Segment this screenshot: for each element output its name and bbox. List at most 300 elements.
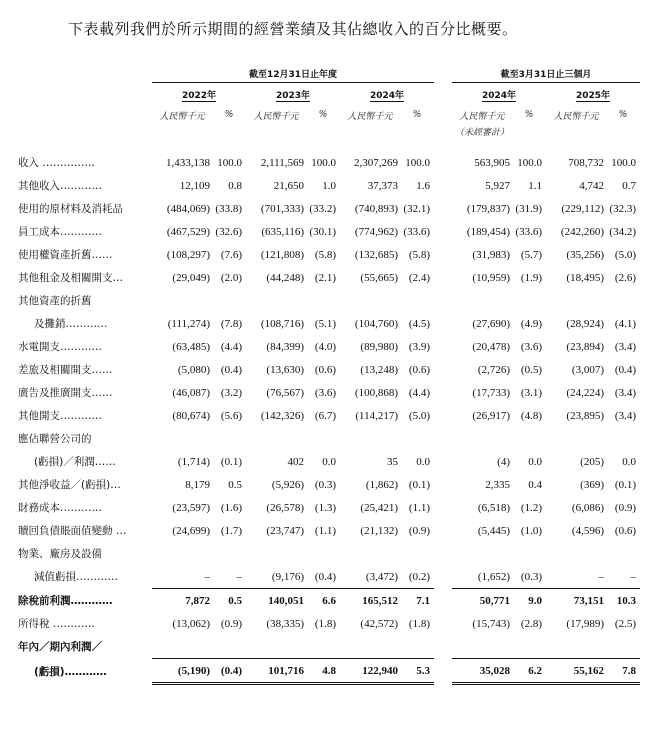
row-label: 除稅前利潤………… bbox=[18, 594, 113, 607]
amount-cell: (38,335) bbox=[266, 617, 304, 630]
amount-cell: (25,421) bbox=[360, 501, 398, 514]
amount-cell: 122,940 bbox=[340, 659, 400, 684]
row-label: 年內／期內利潤／ bbox=[18, 641, 102, 654]
table-row bbox=[18, 496, 640, 519]
percent-cell: (33.6) bbox=[515, 225, 542, 238]
percent-cell: (1.1) bbox=[314, 524, 336, 537]
row-label: (虧損)………… bbox=[34, 665, 107, 678]
percent-cell: (0.3) bbox=[520, 570, 542, 583]
table-row bbox=[18, 589, 640, 613]
amount-cell: (2,726) bbox=[477, 363, 510, 376]
amount-cell: 12,109 bbox=[179, 179, 210, 192]
percent-cell: (1.6) bbox=[220, 501, 242, 514]
row-label: 其他淨收益／(虧損)… bbox=[18, 479, 121, 491]
amount-cell: (1,714) bbox=[177, 455, 210, 468]
amount-cell: (63,485) bbox=[172, 340, 210, 353]
percent-cell: (2.8) bbox=[520, 617, 542, 630]
percent-cell: 0.5 bbox=[228, 478, 242, 491]
percent-cell bbox=[606, 635, 640, 659]
percent-cell: (0.3) bbox=[314, 478, 336, 491]
amount-cell: (84,399) bbox=[266, 340, 304, 353]
percent-cell: 0.7 bbox=[622, 179, 636, 192]
percent-cell bbox=[212, 635, 246, 659]
table-row bbox=[18, 565, 640, 589]
percent-cell: 0.4 bbox=[528, 478, 542, 491]
percent-cell: (4.4) bbox=[408, 386, 430, 399]
percent-cell bbox=[306, 635, 340, 659]
amount-cell: (108,297) bbox=[166, 248, 210, 261]
amount-cell: 165,512 bbox=[340, 589, 400, 613]
percent-cell: (5.8) bbox=[314, 248, 336, 261]
percent-cell: (0.1) bbox=[220, 455, 242, 468]
amount-cell: (89,980) bbox=[360, 340, 398, 353]
amount-cell: (467,529) bbox=[166, 225, 210, 238]
amount-cell: 708,732 bbox=[568, 156, 604, 169]
amount-cell: (24,699) bbox=[172, 524, 210, 537]
amount-cell bbox=[340, 635, 400, 659]
amount-cell: (13,248) bbox=[360, 363, 398, 376]
table-row bbox=[18, 289, 640, 312]
amount-cell bbox=[246, 427, 306, 450]
amount-cell: 8,179 bbox=[185, 478, 210, 491]
amount-cell: 35 bbox=[387, 455, 398, 468]
amount-cell: (17,733) bbox=[472, 386, 510, 399]
amount-cell: (6,518) bbox=[477, 501, 510, 514]
table-row bbox=[18, 635, 640, 659]
percent-cell: 7.1 bbox=[400, 589, 434, 613]
percent-cell bbox=[512, 635, 546, 659]
amount-cell: (35,256) bbox=[566, 248, 604, 261]
percent-cell bbox=[606, 289, 640, 312]
percent-cell: (1.0) bbox=[520, 524, 542, 537]
percent-cell: (4.9) bbox=[520, 317, 542, 330]
percent-cell: (0.6) bbox=[408, 363, 430, 376]
table-row bbox=[18, 473, 640, 496]
table-row bbox=[18, 197, 640, 220]
amount-cell bbox=[340, 289, 400, 312]
percent-cell: (5.0) bbox=[614, 248, 636, 261]
amount-cell: (369) bbox=[580, 478, 604, 491]
row-label: 使用的原材料及消耗品 bbox=[18, 203, 123, 215]
amount-cell bbox=[246, 289, 306, 312]
amount-cell: (10,959) bbox=[472, 271, 510, 284]
amount-cell: (26,578) bbox=[266, 501, 304, 514]
intro-text: 下表載列我們於所示期間的經營業績及其佔總收入的百分比概要。 bbox=[68, 20, 518, 38]
percent-cell: 10.3 bbox=[606, 589, 640, 613]
amount-cell: (31,983) bbox=[472, 248, 510, 261]
amount-cell bbox=[452, 542, 512, 565]
percent-cell: (2.4) bbox=[408, 271, 430, 284]
percent-cell: (34.2) bbox=[609, 225, 636, 238]
row-label: 及攤銷………… bbox=[34, 318, 108, 330]
header-year-row bbox=[18, 83, 640, 106]
row-label: 贖回負債賬面值變動 … bbox=[18, 525, 127, 537]
percent-cell: 9.0 bbox=[512, 589, 546, 613]
pct-header: % bbox=[224, 110, 234, 120]
percent-cell: 0.0 bbox=[416, 455, 430, 468]
table-row bbox=[18, 312, 640, 335]
percent-cell: (1.7) bbox=[220, 524, 242, 537]
amount-cell: (23,597) bbox=[172, 501, 210, 514]
header-group-quarter: 截至3月31日止三個月 bbox=[452, 64, 640, 83]
row-label: 減值虧損………… bbox=[34, 571, 118, 584]
percent-cell: 0.0 bbox=[322, 455, 336, 468]
amount-cell: (21,132) bbox=[360, 524, 398, 537]
amount-cell bbox=[452, 427, 512, 450]
percent-cell: (1.1) bbox=[408, 501, 430, 514]
percent-cell: (0.4) bbox=[314, 570, 336, 583]
amount-cell: (23,747) bbox=[266, 524, 304, 537]
percent-cell: (3.9) bbox=[408, 340, 430, 353]
amount-cell: (132,685) bbox=[354, 248, 398, 261]
table-row bbox=[18, 335, 640, 358]
percent-cell: (0.2) bbox=[408, 570, 430, 583]
percent-cell: (2.6) bbox=[614, 271, 636, 284]
amount-cell: (484,069) bbox=[166, 202, 210, 215]
amount-cell bbox=[152, 427, 212, 450]
amount-cell: (100,868) bbox=[354, 386, 398, 399]
row-label: 收入 …………… bbox=[18, 157, 95, 169]
amount-cell: (4) bbox=[497, 455, 510, 468]
percent-cell: (7.6) bbox=[220, 248, 242, 261]
percent-cell: 100.0 bbox=[517, 156, 542, 169]
percent-cell: 100.0 bbox=[611, 156, 636, 169]
amount-cell: (23,894) bbox=[566, 340, 604, 353]
amount-cell bbox=[152, 542, 212, 565]
amount-cell: (26,917) bbox=[472, 409, 510, 422]
amount-cell: (28,924) bbox=[566, 317, 604, 330]
percent-cell: (0.5) bbox=[520, 363, 542, 376]
percent-cell: (6.7) bbox=[314, 409, 336, 422]
amount-cell: 402 bbox=[287, 455, 304, 468]
percent-cell: (5.6) bbox=[220, 409, 242, 422]
table-row bbox=[18, 542, 640, 565]
amount-cell: (111,274) bbox=[167, 317, 210, 330]
percent-cell bbox=[212, 427, 246, 450]
percent-cell bbox=[306, 542, 340, 565]
percent-cell: (3.4) bbox=[614, 340, 636, 353]
amount-cell: (13,062) bbox=[172, 617, 210, 630]
percent-cell: – bbox=[236, 570, 242, 583]
percent-cell: 100.0 bbox=[311, 156, 336, 169]
percent-cell: 1.0 bbox=[322, 179, 336, 192]
percent-cell: (33.8) bbox=[215, 202, 242, 215]
table-row bbox=[18, 450, 640, 473]
percent-cell bbox=[512, 289, 546, 312]
percent-cell: (5.0) bbox=[408, 409, 430, 422]
amount-cell: (142,326) bbox=[260, 409, 304, 422]
amount-cell bbox=[152, 635, 212, 659]
amount-cell: (55,665) bbox=[360, 271, 398, 284]
amount-cell: (44,248) bbox=[266, 271, 304, 284]
amount-cell: (1,652) bbox=[477, 570, 510, 583]
percent-cell: (5.1) bbox=[314, 317, 336, 330]
amount-cell: (3,472) bbox=[365, 570, 398, 583]
row-label: 差旅及相關開支…… bbox=[18, 364, 113, 376]
amount-cell: 21,650 bbox=[273, 179, 304, 192]
amount-cell: (5,926) bbox=[271, 478, 304, 491]
amount-cell: (229,112) bbox=[561, 202, 604, 215]
amount-cell: 35,028 bbox=[452, 659, 512, 684]
percent-cell: (3.4) bbox=[614, 409, 636, 422]
amount-cell: (13,630) bbox=[266, 363, 304, 376]
amount-cell: (80,674) bbox=[172, 409, 210, 422]
amount-cell bbox=[546, 542, 606, 565]
table-row bbox=[18, 404, 640, 427]
amount-cell: 2,335 bbox=[485, 478, 510, 491]
amount-cell: 563,905 bbox=[474, 156, 510, 169]
percent-cell: (0.1) bbox=[614, 478, 636, 491]
amount-cell: (18,495) bbox=[566, 271, 604, 284]
amount-cell: 4,742 bbox=[579, 179, 604, 192]
percent-cell: 5.3 bbox=[400, 659, 434, 684]
amount-cell bbox=[246, 635, 306, 659]
year-header: 2024年 bbox=[481, 90, 517, 101]
percent-cell: (0.6) bbox=[614, 524, 636, 537]
percent-cell: (0.4) bbox=[220, 363, 242, 376]
amount-cell: 2,111,569 bbox=[260, 156, 304, 169]
amount-cell: (17,989) bbox=[566, 617, 604, 630]
table-row bbox=[18, 519, 640, 542]
amount-cell: (27,690) bbox=[472, 317, 510, 330]
percent-cell: (1.3) bbox=[314, 501, 336, 514]
amount-cell bbox=[452, 635, 512, 659]
percent-cell: (4.5) bbox=[408, 317, 430, 330]
percent-cell: (4.0) bbox=[314, 340, 336, 353]
amount-cell: 2,307,269 bbox=[354, 156, 398, 169]
percent-cell: (32.1) bbox=[403, 202, 430, 215]
percent-cell: 6.6 bbox=[306, 589, 340, 613]
amount-cell: 37,373 bbox=[367, 179, 398, 192]
percent-cell: (3.1) bbox=[520, 386, 542, 399]
amount-cell: 55,162 bbox=[546, 659, 606, 684]
row-label: 廣告及推廣開支…… bbox=[18, 387, 113, 399]
amount-cell: (6,086) bbox=[571, 501, 604, 514]
amount-cell: (5,445) bbox=[477, 524, 510, 537]
percent-cell: (0.1) bbox=[408, 478, 430, 491]
amount-cell: (108,716) bbox=[260, 317, 304, 330]
percent-cell: (1.2) bbox=[520, 501, 542, 514]
amount-cell: (242,260) bbox=[560, 225, 604, 238]
year-header: 2025年 bbox=[575, 90, 611, 101]
percent-cell: (1.8) bbox=[314, 617, 336, 630]
header-unaudited-row bbox=[18, 125, 640, 151]
percent-cell: 100.0 bbox=[405, 156, 430, 169]
percent-cell: (32.3) bbox=[609, 202, 636, 215]
amount-cell: (76,567) bbox=[266, 386, 304, 399]
row-label: 其他資產的折舊 bbox=[18, 295, 92, 307]
percent-cell: (2.5) bbox=[614, 617, 636, 630]
amount-cell: 50,771 bbox=[452, 589, 512, 613]
table-row bbox=[18, 381, 640, 404]
percent-cell bbox=[606, 542, 640, 565]
table-row bbox=[18, 358, 640, 381]
amount-cell bbox=[546, 427, 606, 450]
amount-cell: (205) bbox=[580, 455, 604, 468]
amount-cell: (1,862) bbox=[365, 478, 398, 491]
unit-header: 人民幣千元 bbox=[459, 111, 505, 122]
percent-cell: 6.2 bbox=[512, 659, 546, 684]
percent-cell: 0.0 bbox=[528, 455, 542, 468]
percent-cell: (0.6) bbox=[314, 363, 336, 376]
percent-cell bbox=[212, 289, 246, 312]
percent-cell bbox=[512, 427, 546, 450]
pct-header: % bbox=[524, 110, 534, 120]
percent-cell: (3.6) bbox=[520, 340, 542, 353]
amount-cell: (740,893) bbox=[354, 202, 398, 215]
table-row bbox=[18, 612, 640, 635]
percent-cell: (31.9) bbox=[515, 202, 542, 215]
percent-cell: (1.8) bbox=[408, 617, 430, 630]
percent-cell: (3.6) bbox=[314, 386, 336, 399]
percent-cell: 7.8 bbox=[606, 659, 640, 684]
percent-cell bbox=[306, 427, 340, 450]
pct-header: % bbox=[412, 110, 422, 120]
row-label: 其他開支………… bbox=[18, 410, 102, 422]
percent-cell: (2.0) bbox=[220, 271, 242, 284]
percent-cell: (33.2) bbox=[309, 202, 336, 215]
amount-cell: 73,151 bbox=[546, 589, 606, 613]
percent-cell: (0.4) bbox=[212, 659, 246, 684]
percent-cell: (0.9) bbox=[614, 501, 636, 514]
percent-cell: (0.9) bbox=[220, 617, 242, 630]
year-header: 2022年 bbox=[181, 90, 217, 101]
amount-cell: (104,760) bbox=[354, 317, 398, 330]
amount-cell: 101,716 bbox=[246, 659, 306, 684]
percent-cell: (30.1) bbox=[309, 225, 336, 238]
amount-cell bbox=[152, 289, 212, 312]
pct-header: % bbox=[618, 110, 628, 120]
year-header: 2024年 bbox=[369, 90, 405, 101]
year-header: 2023年 bbox=[275, 90, 311, 101]
row-label: (虧損)／利潤…… bbox=[34, 456, 116, 468]
percent-cell: (33.6) bbox=[403, 225, 430, 238]
amount-cell: (189,454) bbox=[466, 225, 510, 238]
row-label: 其他收入………… bbox=[18, 180, 102, 192]
amount-cell: 1,433,138 bbox=[166, 156, 210, 169]
unit-header: 人民幣千元 bbox=[253, 111, 299, 122]
amount-cell: (9,176) bbox=[271, 570, 304, 583]
percent-cell: 0.8 bbox=[228, 179, 242, 192]
amount-cell: (20,478) bbox=[472, 340, 510, 353]
percent-cell: (0.9) bbox=[408, 524, 430, 537]
row-label: 所得稅 ………… bbox=[18, 618, 95, 630]
table-row bbox=[18, 659, 640, 684]
amount-cell bbox=[340, 427, 400, 450]
amount-cell: (5,190) bbox=[152, 659, 212, 684]
percent-cell: (1.9) bbox=[520, 271, 542, 284]
amount-cell: (701,333) bbox=[260, 202, 304, 215]
percent-cell bbox=[306, 289, 340, 312]
percent-cell: – bbox=[630, 570, 636, 583]
percent-cell bbox=[400, 542, 434, 565]
percent-cell bbox=[212, 542, 246, 565]
percent-cell: (4.4) bbox=[220, 340, 242, 353]
percent-cell: (2.1) bbox=[314, 271, 336, 284]
amount-cell: (179,837) bbox=[466, 202, 510, 215]
amount-cell: (42,572) bbox=[360, 617, 398, 630]
amount-cell: (15,743) bbox=[472, 617, 510, 630]
amount-cell: (121,808) bbox=[260, 248, 304, 261]
table-row bbox=[18, 266, 640, 289]
percent-cell: 0.5 bbox=[212, 589, 246, 613]
percent-cell bbox=[606, 427, 640, 450]
row-label: 財務成本………… bbox=[18, 502, 102, 514]
amount-cell: 140,051 bbox=[246, 589, 306, 613]
percent-cell bbox=[512, 542, 546, 565]
percent-cell: (5.7) bbox=[520, 248, 542, 261]
table-row bbox=[18, 427, 640, 450]
percent-cell bbox=[400, 635, 434, 659]
amount-cell: – bbox=[204, 570, 210, 583]
amount-cell: (46,087) bbox=[172, 386, 210, 399]
amount-cell: (29,049) bbox=[172, 271, 210, 284]
percent-cell: 100.0 bbox=[217, 156, 242, 169]
row-label: 水電開支………… bbox=[18, 341, 102, 353]
amount-cell: (635,116) bbox=[261, 225, 304, 238]
amount-cell: (114,217) bbox=[355, 409, 398, 422]
header-group-row bbox=[18, 64, 640, 83]
percent-cell: (4.8) bbox=[520, 409, 542, 422]
unaudited-note: （未經審計） bbox=[454, 128, 509, 138]
header-group-annual: 截至12月31日止年度 bbox=[152, 64, 434, 83]
percent-cell: 0.0 bbox=[622, 455, 636, 468]
percent-cell: 1.6 bbox=[416, 179, 430, 192]
percent-cell: 4.8 bbox=[306, 659, 340, 684]
percent-cell: (7.8) bbox=[220, 317, 242, 330]
amount-cell bbox=[452, 289, 512, 312]
percent-cell: (32.6) bbox=[215, 225, 242, 238]
percent-cell: (0.4) bbox=[614, 363, 636, 376]
percent-cell: (3.2) bbox=[220, 386, 242, 399]
percent-cell: (5.8) bbox=[408, 248, 430, 261]
table-row bbox=[18, 243, 640, 266]
amount-cell bbox=[546, 289, 606, 312]
table-row bbox=[18, 174, 640, 197]
row-label: 應佔聯營公司的 bbox=[18, 433, 92, 445]
amount-cell: 5,927 bbox=[485, 179, 510, 192]
amount-cell: (24,224) bbox=[566, 386, 604, 399]
amount-cell: (23,895) bbox=[566, 409, 604, 422]
table-row bbox=[18, 220, 640, 243]
percent-cell: (3.4) bbox=[614, 386, 636, 399]
row-label: 員工成本………… bbox=[18, 226, 102, 238]
percent-cell bbox=[400, 289, 434, 312]
amount-cell: (4,596) bbox=[571, 524, 604, 537]
header-unit-row bbox=[18, 105, 640, 125]
row-label: 使用權資產折舊…… bbox=[18, 249, 113, 261]
amount-cell bbox=[340, 542, 400, 565]
table-row bbox=[18, 151, 640, 174]
percent-cell: (4.1) bbox=[614, 317, 636, 330]
amount-cell bbox=[246, 542, 306, 565]
amount-cell: – bbox=[598, 570, 604, 583]
percent-cell: 1.1 bbox=[528, 179, 542, 192]
row-label: 物業、廠房及設備 bbox=[18, 548, 102, 560]
results-table bbox=[18, 64, 640, 685]
percent-cell bbox=[400, 427, 434, 450]
unit-header: 人民幣千元 bbox=[159, 111, 205, 122]
amount-cell: (3,007) bbox=[571, 363, 604, 376]
amount-cell: (774,962) bbox=[354, 225, 398, 238]
row-label: 其他租金及相關開支… bbox=[18, 272, 123, 284]
amount-cell bbox=[546, 635, 606, 659]
amount-cell: 7,872 bbox=[152, 589, 212, 613]
unit-header: 人民幣千元 bbox=[347, 111, 393, 122]
pct-header: % bbox=[318, 110, 328, 120]
amount-cell: (5,080) bbox=[177, 363, 210, 376]
unit-header: 人民幣千元 bbox=[553, 111, 599, 122]
